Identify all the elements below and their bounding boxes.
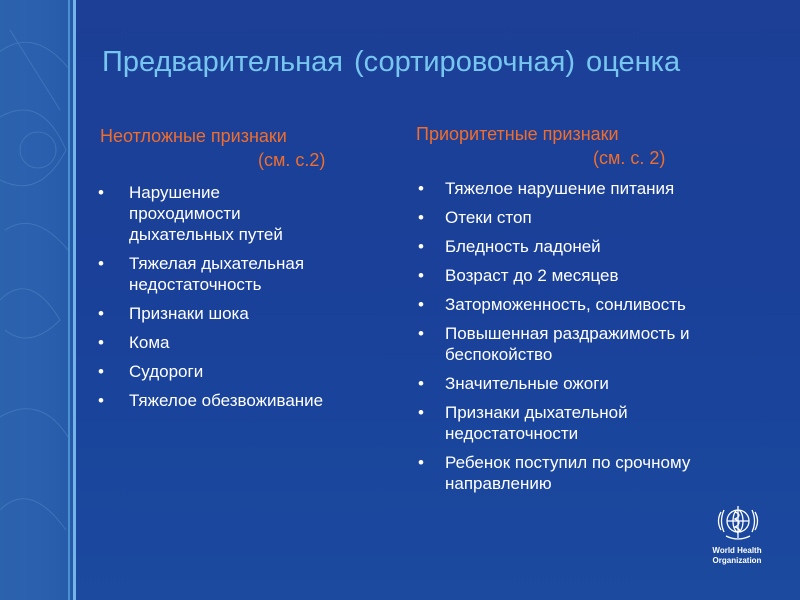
list-item-text: Повышенная раздражимость и беспокойство: [445, 324, 690, 364]
list-item: [418, 402, 783, 444]
list-item-text: Отеки стоп: [445, 208, 532, 227]
list-item: [98, 303, 388, 324]
bullet: •: [98, 333, 104, 352]
logo-caption-line: Organization: [712, 556, 762, 565]
strip-divider: [73, 0, 76, 600]
bullet: •: [418, 374, 424, 393]
list-item-text: Ребенок поступил по срочному направлению: [445, 453, 691, 493]
bullet: •: [418, 324, 424, 343]
bullet: •: [418, 208, 424, 227]
bullet: •: [98, 304, 104, 323]
bullet: •: [418, 237, 424, 256]
list-item-text: Тяжелое нарушение питания: [445, 179, 675, 198]
list-item-text: Возраст до 2 месяцев: [445, 266, 619, 285]
list-item: [418, 323, 783, 365]
list-item: [418, 236, 783, 257]
logo-caption-line: World Health: [712, 546, 762, 555]
list-item: [98, 182, 388, 245]
bullet: •: [418, 403, 424, 422]
list-item: [98, 361, 388, 382]
list-item-text: Значительные ожоги: [445, 374, 609, 393]
strip-divider: [68, 0, 70, 600]
bullet: •: [98, 183, 104, 202]
list-item: [418, 294, 783, 315]
bullet: •: [98, 362, 104, 381]
heading-page-ref: (см. с.2): [258, 150, 326, 170]
list-item-text: Кома: [129, 333, 170, 352]
urgent-signs-list: [98, 182, 388, 419]
list-item: [418, 207, 783, 228]
list-item: [418, 178, 783, 199]
who-emblem-icon: [710, 500, 766, 544]
bullet: •: [98, 391, 104, 410]
priority-signs-list: [418, 178, 783, 502]
list-item-text: Признаки дыхательной недостаточности: [445, 403, 628, 443]
list-item-text: Признаки шока: [129, 304, 249, 323]
list-item-text: Бледность ладоней: [445, 237, 601, 256]
bullet: •: [418, 179, 424, 198]
priority-signs-heading: [416, 122, 665, 170]
slide-title: Предварительная (сортировочная) оценка: [102, 46, 681, 78]
list-item: [98, 253, 388, 295]
urgent-signs-heading: [100, 124, 325, 172]
bullet: •: [418, 266, 424, 285]
list-item: [98, 390, 388, 411]
list-item-text: Тяжелая дыхательная недостаточность: [129, 254, 305, 294]
decorative-strip: [0, 0, 76, 600]
bullet: •: [418, 295, 424, 314]
list-item-text: Заторможенность, сонливость: [445, 295, 686, 314]
list-item-text: Нарушение проходимости дыхательных путей: [129, 183, 283, 244]
list-item: [418, 373, 783, 394]
heading-line: Приоритетные признаки: [416, 124, 619, 144]
bullet: •: [98, 254, 104, 273]
list-item: [418, 452, 783, 494]
list-item-text: Тяжелое обезвоживание: [129, 391, 324, 410]
decorative-pattern-icon: [0, 0, 76, 600]
heading-page-ref: (см. с. 2): [593, 148, 666, 168]
heading-line: Неотложные признаки: [100, 126, 287, 146]
list-item: [98, 332, 388, 353]
bullet: •: [418, 453, 424, 472]
list-item: [418, 265, 783, 286]
list-item-text: Судороги: [129, 362, 204, 381]
who-logo-caption: [700, 546, 774, 566]
